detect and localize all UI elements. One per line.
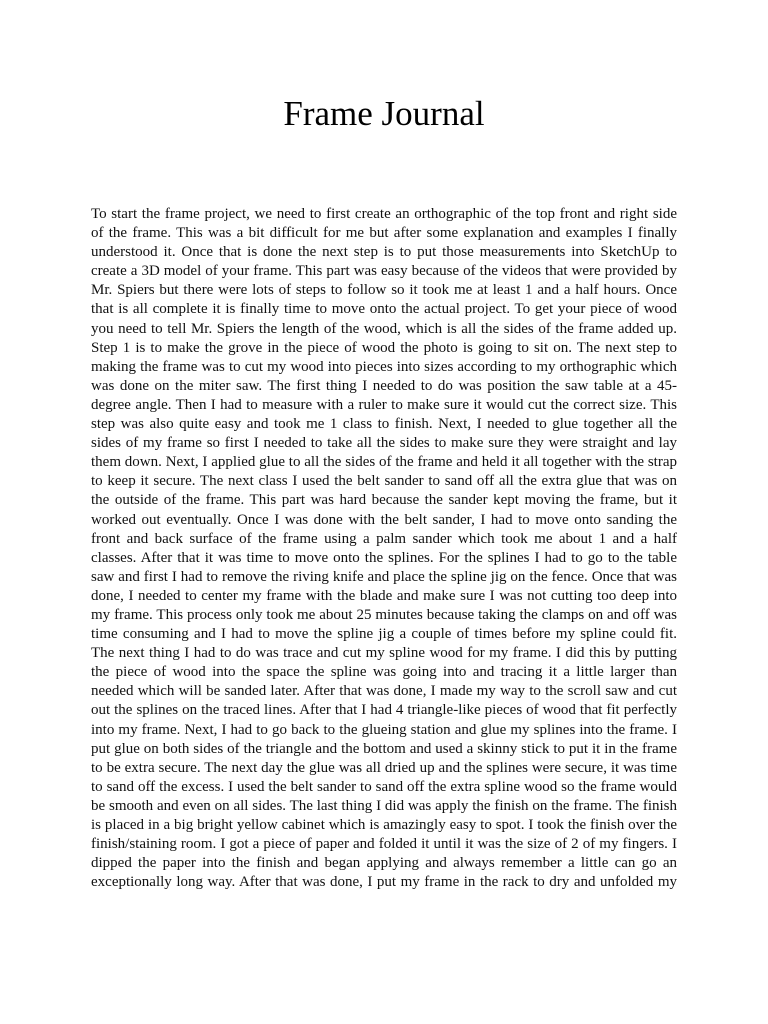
body-line: classes. After that it was time to move onto the splines. For the splines I had to go to the table (91, 549, 677, 566)
body-line: Step 1 is to make the grove in the piece of wood the photo is going to sit on. The next step to (91, 339, 677, 356)
body-line: The next thing I had to do was trace and cut my spline wood for my frame. I did this by putting (91, 645, 677, 662)
body-line: needed which will be sanded later. After that was done, I made my way to the scroll saw and cut (91, 683, 677, 700)
body-line: front and back surface of the frame using a palm sander which took me about 1 and a half (91, 530, 677, 547)
body-line: Mr. Spiers but there were lots of steps to follow so it took me at least 1 and a half hours. Once (91, 282, 677, 299)
body-line: time consuming and I had to move the spline jig a couple of times before my spline could fit. (91, 626, 677, 643)
document-title: Frame Journal (283, 94, 485, 133)
body-line: understood it. Once that is done the next step is to put those measurements into SketchUp to (91, 244, 677, 261)
body-line: worked out eventually. Once I was done with the belt sander, I had to move onto sanding the (91, 511, 677, 528)
body-line: is placed in a big bright yellow cabinet which is amazingly easy to spot. I took the finish over the (91, 817, 677, 833)
body-line: that is all complete it is finally time to move onto the actual project. To get your piece of wood (91, 301, 677, 318)
body-line: step was also quite easy and took me 1 class to finish. Next, I needed to glue together all the (91, 416, 677, 433)
body-line: exceptionally long way. After that was done, I put my frame in the rack to dry and unfolded my (91, 874, 677, 891)
body-line: dipped the paper into the finish and began applying and always remember a little can go an (91, 855, 677, 872)
body-line: create a 3D model of your frame. This part was easy because of the videos that were provided by (91, 263, 677, 280)
body-line: of the frame. This was a bit difficult for me but after some explanation and examples I finally (91, 225, 677, 242)
body-line: to sand off the excess. I used the belt sander to sand off the extra spline wood so the frame would (91, 778, 677, 795)
body-line: making the frame was to cut my wood into pieces into sizes according to my orthographic which (91, 358, 677, 375)
body-line: degree angle. Then I had to measure with a ruler to make sure it would cut the correct size. This (91, 396, 677, 413)
body-line: you need to tell Mr. Spiers the length of the wood, which is all the sides of the frame added up. (91, 320, 677, 337)
body-line: sides of my frame so first I needed to take all the sides to make sure they were straight and lay (91, 435, 677, 452)
journal-body (91, 205, 691, 892)
body-line: into my frame. Next, I had to go back to the glueing station and glue my splines into the frame. I (91, 721, 677, 738)
body-line: put glue on both sides of the triangle and the bottom and used a skinny stick to put it in the frame (91, 740, 677, 757)
body-line: was done on the miter saw. The first thing I needed to do was position the saw table at a 45- (91, 377, 677, 394)
body-line: out the splines on the traced lines. After that I had 4 triangle-like pieces of wood that fit perfectly (91, 702, 677, 719)
body-line: the piece of wood into the space the spline was going into and tracing it a little larger than (91, 664, 677, 681)
body-line: saw and first I had to remove the riving knife and place the spline jig on the fence. Once that was (91, 568, 677, 585)
body-line: be smooth and even on all sides. The last thing I did was apply the finish on the frame. The finish (91, 797, 677, 814)
body-line: the outside of the frame. This part was hard because the sander kept moving the frame, but it (91, 492, 677, 509)
body-line: to keep it secure. The next class I used the belt sander to sand off all the extra glue that was on (91, 473, 677, 490)
body-line: finish/staining room. I got a piece of paper and folded it until it was the size of 2 of my fingers. I (91, 836, 677, 853)
body-line: to be extra secure. The next day the glue was all dried up and the splines were secure, it was time (91, 759, 677, 776)
body-line: them down. Next, I applied glue to all the sides of the frame and held it all together with the strap (91, 454, 677, 471)
body-line: To start the frame project, we need to first create an orthographic of the top front and right side (91, 206, 677, 222)
body-line: done, I needed to center my frame with the blade and make sure I was not cutting too deep into (91, 587, 677, 604)
body-line: my frame. This process only took me about 25 minutes because taking the clamps on and off was (91, 606, 677, 623)
